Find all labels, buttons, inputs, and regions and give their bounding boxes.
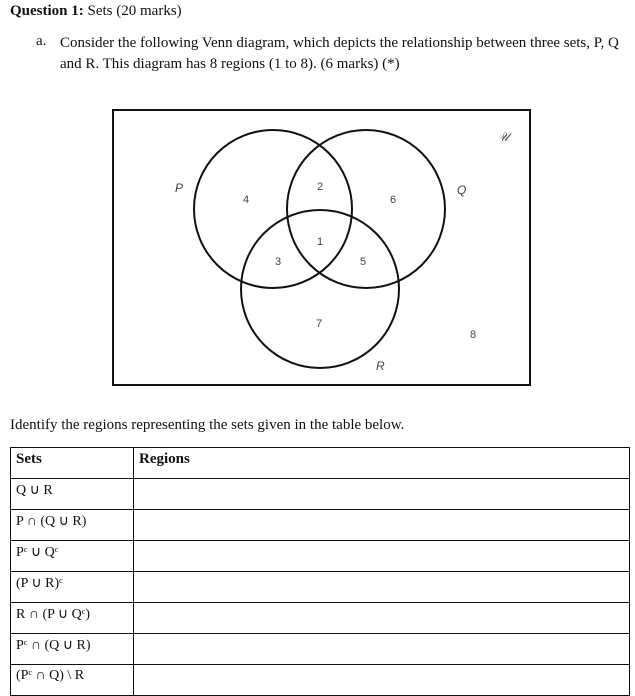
region-3: 3 — [275, 256, 282, 268]
set-cell: (Pᶜ ∩ Q) \ R — [11, 665, 134, 696]
label-q: Q — [457, 183, 467, 197]
region-7: 7 — [316, 318, 323, 330]
header-sets: Sets — [11, 448, 134, 479]
set-cell: Pᶜ ∪ Qᶜ — [11, 541, 134, 572]
regions-cell[interactable] — [134, 603, 630, 634]
set-cell: R ∩ (P ∪ Qᶜ) — [11, 603, 134, 634]
table-row — [11, 665, 630, 696]
table-row — [11, 572, 630, 603]
circle-r — [241, 210, 399, 368]
label-r: R — [376, 359, 385, 373]
table-row — [11, 541, 630, 572]
regions-cell[interactable] — [134, 541, 630, 572]
set-cell: Q ∪ R — [11, 479, 134, 510]
part-text: Consider the following Venn diagram, which depicts the relationship between three sets, P, Q and R. This diagram has 8 regions (1 to 8). (6 marks) (*) — [60, 35, 619, 72]
regions-cell[interactable] — [134, 572, 630, 603]
question-marks: Sets (20 marks) — [83, 3, 182, 19]
region-4: 4 — [243, 194, 250, 206]
question-label: Question 1: — [10, 3, 84, 19]
regions-cell[interactable] — [134, 634, 630, 665]
table-row — [11, 479, 630, 510]
set-cell: P ∩ (Q ∪ R) — [11, 510, 134, 541]
region-6: 6 — [390, 194, 397, 206]
table-row — [11, 634, 630, 665]
header-regions: Regions — [134, 448, 630, 479]
set-cell: Pᶜ ∩ (Q ∪ R) — [11, 634, 134, 665]
set-cell: (P ∪ R)ᶜ — [11, 572, 134, 603]
table-row — [11, 510, 630, 541]
label-universe: 𝒰 — [498, 130, 509, 144]
part-letter: a. — [36, 33, 47, 49]
table-row — [11, 603, 630, 634]
label-p: P — [175, 181, 184, 195]
region-5: 5 — [360, 256, 367, 268]
regions-table — [10, 447, 630, 696]
region-8: 8 — [470, 329, 477, 341]
region-2: 2 — [317, 181, 324, 193]
regions-cell[interactable] — [134, 665, 630, 696]
region-1: 1 — [317, 236, 324, 248]
circle-p — [194, 130, 352, 288]
instruction-text: Identify the regions representing the sets given in the table below. — [10, 417, 405, 433]
table-header-row — [11, 448, 630, 479]
regions-cell[interactable] — [134, 510, 630, 541]
regions-cell[interactable] — [134, 479, 630, 510]
